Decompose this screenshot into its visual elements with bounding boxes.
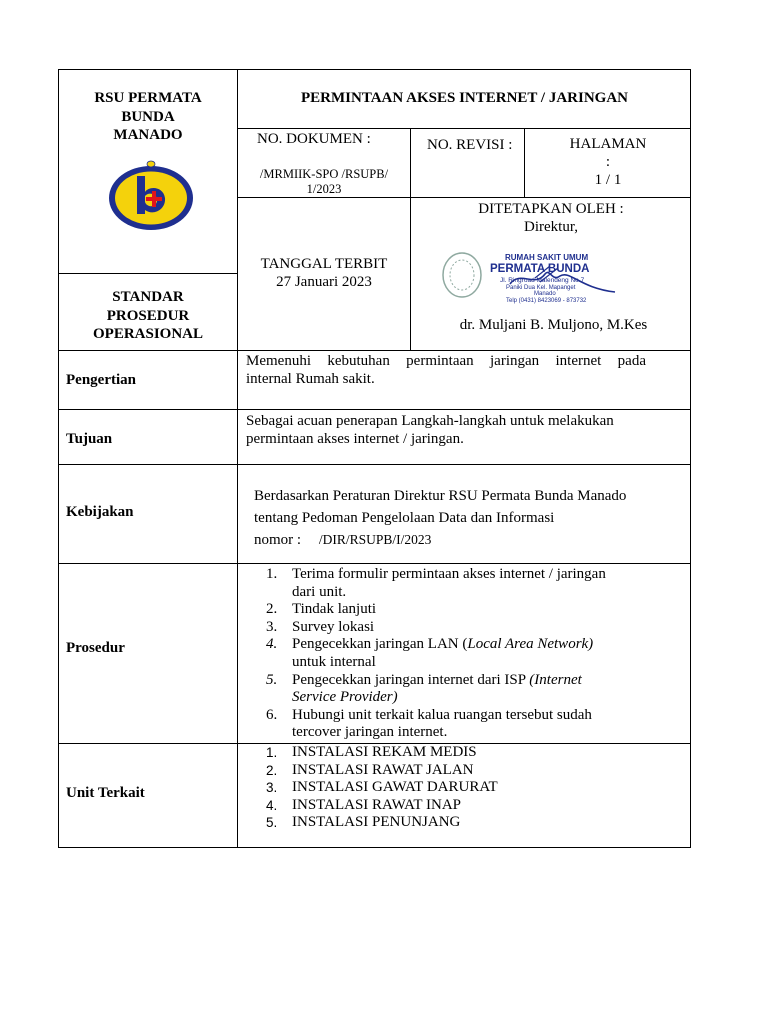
tujuan-text <box>246 412 686 448</box>
tujuan-line-2: permintaan akses internet / jaringan. <box>246 431 464 447</box>
sop-line-2: PROSEDUR <box>106 307 190 324</box>
official-stamp <box>440 248 620 306</box>
prosedur-list <box>246 566 686 742</box>
kebijakan-nomor-label: nomor : <box>254 532 302 548</box>
divider <box>58 563 691 564</box>
divider <box>58 350 691 351</box>
logo-crown <box>147 161 155 167</box>
kebijakan-nomor-value: /DIR/RSUPB/I/2023 <box>318 532 432 547</box>
list-item <box>246 601 686 619</box>
doc-no-line-1: /MRMIIK-SPO /RSUPB/ <box>259 167 389 181</box>
divider <box>237 197 691 198</box>
list-item-text <box>292 636 686 654</box>
list-number: 6. <box>266 706 278 723</box>
list-item-text: INSTALASI RAWAT JALAN <box>292 761 474 778</box>
sop-line-3: OPERASIONAL <box>92 326 204 342</box>
list-number: 3. <box>266 780 278 796</box>
list-item-text: dari unit. <box>292 583 347 600</box>
page-colon: : <box>605 154 611 170</box>
issue-label: TANGGAL TERBIT <box>260 256 388 272</box>
pengertian-text <box>246 352 646 388</box>
revision-label: NO. REVISI : <box>427 137 513 153</box>
signatory-name: dr. Muljani B. Muljono, M.Kes <box>459 317 648 333</box>
stamp-line-2: PERMATA BUNDA <box>490 263 590 275</box>
list-item-text: Survey lokasi <box>292 618 375 635</box>
list-item-text <box>292 672 686 690</box>
list-item-text-italic: (Internet <box>529 671 582 688</box>
section-label-unit-terkait: Unit Terkait <box>66 785 145 801</box>
list-item-text: INSTALASI REKAM MEDIS <box>292 744 477 760</box>
list-item-text-part: Pengecekkan jaringan LAN ( <box>292 636 468 653</box>
list-item <box>246 797 686 815</box>
list-item-text: INSTALASI PENUNJANG <box>292 814 461 831</box>
list-item <box>246 762 686 780</box>
org-line-1: RSU PERMATA <box>94 90 202 106</box>
list-number: 4. <box>266 797 278 813</box>
hospital-logo <box>106 158 196 232</box>
divider <box>58 273 238 274</box>
page-label: HALAMAN <box>569 136 647 152</box>
page-value: 1 / 1 <box>594 172 622 188</box>
page-info <box>525 135 691 189</box>
list-number: 2. <box>266 601 278 618</box>
list-item-text-part: Pengecekkan jaringan internet dari ISP <box>292 671 530 688</box>
list-item-text: Hubungi unit terkait kalua ruangan tersebut sudah <box>292 706 592 723</box>
logo-plus-h <box>146 197 162 201</box>
section-label-kebijakan: Kebijakan <box>66 504 134 520</box>
list-number: 3. <box>266 618 278 635</box>
stamp-line-6: Telp (0431) 8423069 - 873732 <box>506 298 587 304</box>
list-item <box>246 744 686 762</box>
stamp-line-3: Jl. Ringroad Malendeng No.7 <box>500 277 585 284</box>
issue-date: 27 Januari 2023 <box>276 274 372 290</box>
kebijakan-line-1: Berdasarkan Peraturan Direktur RSU Permata Bunda Manado <box>254 488 627 504</box>
approved-role: Direktur, <box>524 219 578 235</box>
tujuan-line-1: Sebagai acuan penerapan Langkah-langkah untuk melakukan <box>246 413 614 429</box>
org-name <box>58 89 238 145</box>
list-item <box>246 707 686 742</box>
list-number: 5. <box>266 671 278 688</box>
sop-line-1: STANDAR <box>112 289 184 305</box>
divider <box>58 464 691 465</box>
list-item-text: INSTALASI RAWAT INAP <box>292 796 461 813</box>
list-item <box>246 814 686 832</box>
list-item-text-italic: Local Area Network) <box>467 636 594 653</box>
section-label-tujuan: Tujuan <box>66 431 113 447</box>
sop-label <box>58 288 238 344</box>
list-item-text: tercover jaringan internet. <box>292 724 448 741</box>
approved-by-label: DITETAPKAN OLEH : <box>478 201 624 217</box>
section-label-prosedur: Prosedur <box>66 640 125 656</box>
list-number: 2. <box>266 762 278 778</box>
document-title: PERMINTAAN AKSES INTERNET / JARINGAN <box>301 90 628 106</box>
doc-no-value <box>238 167 410 197</box>
list-item-text <box>292 689 686 707</box>
org-line-3: MANADO <box>113 127 183 143</box>
stamp-line-4: Paniki Dua Kel. Mapanget <box>506 285 576 291</box>
list-item-text: Terima formulir permintaan akses internet / jaringan <box>292 566 606 582</box>
unit-terkait-list <box>246 744 686 832</box>
doc-no-line-2: 1/2023 <box>306 182 342 196</box>
list-item <box>246 779 686 797</box>
list-item-text: untuk internal <box>292 653 376 670</box>
list-number: 1. <box>266 566 278 582</box>
doc-no-label: NO. DOKUMEN : <box>257 131 371 147</box>
list-item <box>246 672 686 707</box>
list-number: 5. <box>266 815 278 831</box>
divider <box>237 128 691 129</box>
kebijakan-line-3 <box>254 529 684 551</box>
approval-info <box>411 200 691 236</box>
list-item-text: INSTALASI GAWAT DARURAT <box>292 779 498 796</box>
list-number: 4. <box>266 636 278 653</box>
list-item-text: Tindak lanjuti <box>292 601 377 618</box>
kebijakan-text <box>254 485 684 551</box>
org-line-2: BUNDA <box>121 108 175 125</box>
list-item-text-italic: Service Provider) <box>292 689 398 706</box>
list-item <box>246 619 686 637</box>
divider <box>58 409 691 410</box>
section-label-pengertian: Pengertian <box>66 372 136 388</box>
list-number: 1. <box>266 745 278 760</box>
issue-info <box>238 255 410 291</box>
pengertian-line-2: internal Rumah sakit. <box>246 371 375 387</box>
pengertian-line-1: Memenuhi kebutuhan permintaan jaringan internet pada <box>246 353 646 369</box>
list-item <box>246 636 686 671</box>
stamp-line-1: RUMAH SAKIT UMUM <box>505 253 589 262</box>
list-item <box>246 566 686 601</box>
stamp-line-5: Manado <box>534 291 556 297</box>
kebijakan-line-2: tentang Pedoman Pengelolaan Data dan Informasi <box>254 510 555 526</box>
